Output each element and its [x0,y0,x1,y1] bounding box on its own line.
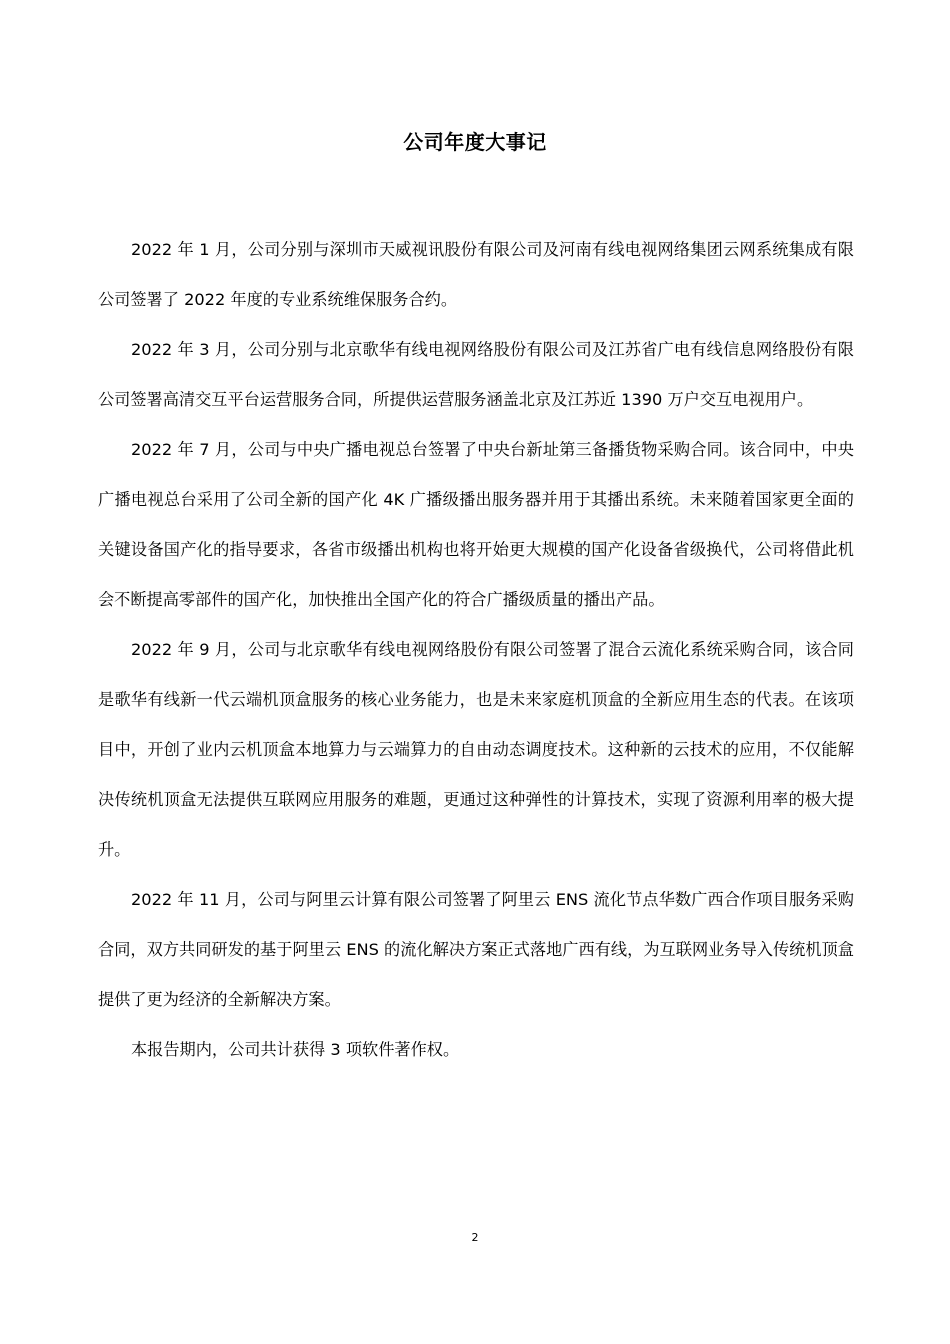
paragraph-march: 2022 年 3 月，公司分别与北京歌华有线电视网络股份有限公司及江苏省广电有线信息网络股份有限公司签署高清交互平台运营服务合同，所提供运营服务涵盖北京及江苏近 1390 万户交互电视用户。 [98,340,854,409]
document-body [98,225,854,1075]
paragraph-september: 2022 年 9 月，公司与北京歌华有线电视网络股份有限公司签署了混合云流化系统采购合同，该合同是歌华有线新一代云端机顶盒服务的核心业务能力，也是未来家庭机顶盒的全新应用生态的代表。在该项目中，开创了业内云机顶盒本地算力与云端算力的自由动态调度技术。这种新的云技术的应用，不仅能解决传统机顶盒无法提供互联网应用服务的难题，更通过这种弹性的计算技术，实现了资源利用率的极大提升。 [98,640,854,859]
paragraph-january: 2022 年 1 月，公司分别与深圳市天威视讯股份有限公司及河南有线电视网络集团云网系统集成有限公司签署了 2022 年度的专业系统维保服务合约。 [98,240,854,309]
paragraph-copyrights: 本报告期内，公司共计获得 3 项软件著作权。 [131,1040,460,1059]
page-number: 2 [471,1231,479,1244]
page-title: 公司年度大事记 [403,130,547,154]
paragraph-july: 2022 年 7 月，公司与中央广播电视总台签署了中央台新址第三备播货物采购合同。该合同中，中央广播电视总台采用了公司全新的国产化 4K 广播级播出服务器并用于其播出系统。未来随着国家更全面的关键设备国产化的指导要求，各省市级播出机构也将开始更大规模的国产化设备省级换代，公司将借此机会不断提高零部件的国产化，加快推出全国产化的符合广播级质量的播出产品。 [98,440,854,609]
paragraph-november: 2022 年 11 月，公司与阿里云计算有限公司签署了阿里云 ENS 流化节点华数广西合作项目服务采购合同，双方共同研发的基于阿里云 ENS 的流化解决方案正式落地广西有线，为互联网业务导入传统机顶盒提供了更为经济的全新解决方案。 [98,890,854,1009]
